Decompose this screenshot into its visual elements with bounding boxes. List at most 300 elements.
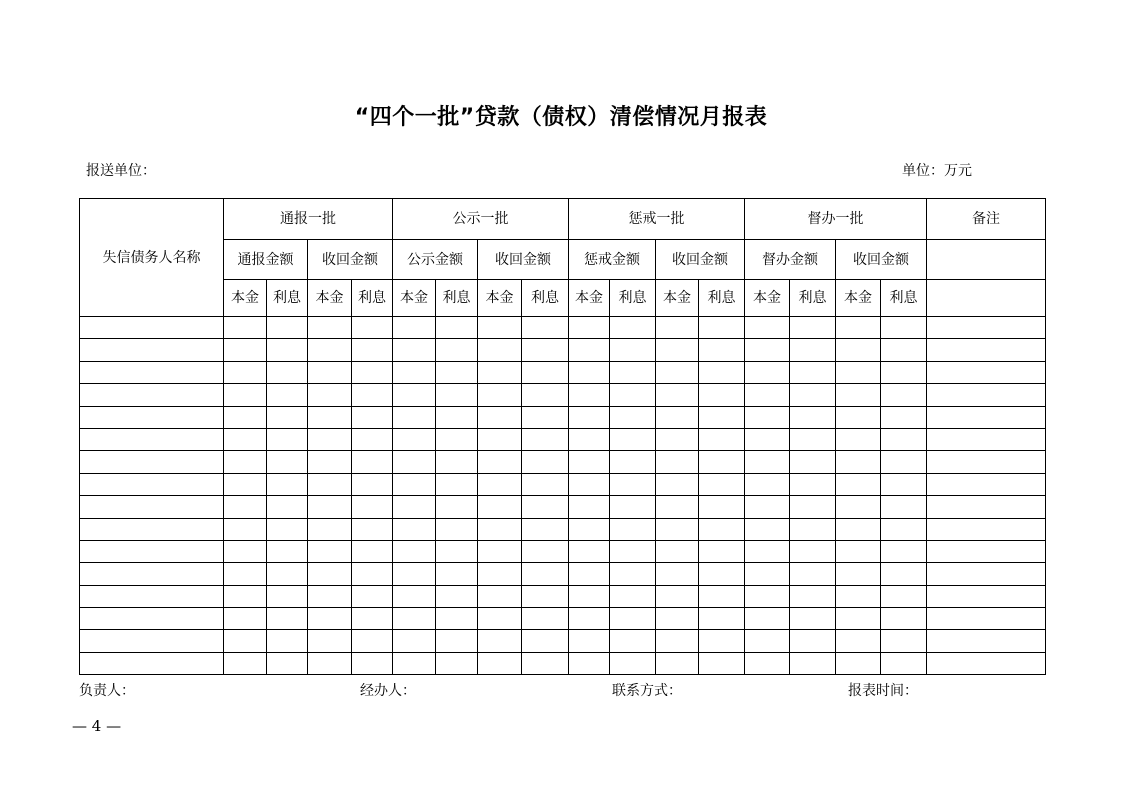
amount-cell[interactable] bbox=[745, 339, 790, 361]
amount-cell[interactable] bbox=[699, 608, 745, 630]
amount-cell[interactable] bbox=[224, 652, 267, 674]
responsible-label: 负责人： bbox=[79, 683, 135, 699]
amount-cell[interactable] bbox=[224, 496, 267, 518]
amount-cell[interactable] bbox=[478, 406, 522, 428]
amount-cell[interactable] bbox=[308, 563, 352, 585]
amount-cell[interactable] bbox=[352, 451, 393, 473]
amount-cell[interactable] bbox=[224, 473, 267, 495]
amount-cell[interactable] bbox=[478, 652, 522, 674]
amount-cell[interactable] bbox=[478, 317, 522, 339]
amount-cell[interactable] bbox=[836, 518, 881, 540]
leaf-interest: 利息 bbox=[610, 280, 656, 317]
amount-cell[interactable] bbox=[610, 473, 656, 495]
amount-cell[interactable] bbox=[745, 540, 790, 562]
amount-cell[interactable] bbox=[267, 563, 308, 585]
amount-cell[interactable] bbox=[610, 652, 656, 674]
amount-cell[interactable] bbox=[836, 630, 881, 652]
amount-cell[interactable] bbox=[308, 630, 352, 652]
remark-cell[interactable] bbox=[927, 608, 1046, 630]
amount-cell[interactable] bbox=[569, 473, 610, 495]
amount-cell[interactable] bbox=[478, 563, 522, 585]
amount-cell[interactable] bbox=[699, 406, 745, 428]
amount-cell[interactable] bbox=[569, 518, 610, 540]
amount-cell[interactable] bbox=[436, 608, 478, 630]
amount-cell[interactable] bbox=[267, 496, 308, 518]
amount-cell[interactable] bbox=[610, 563, 656, 585]
amount-cell[interactable] bbox=[436, 563, 478, 585]
amount-cell[interactable] bbox=[267, 451, 308, 473]
amount-cell[interactable] bbox=[836, 563, 881, 585]
amount-cell[interactable] bbox=[656, 406, 699, 428]
amount-cell[interactable] bbox=[352, 406, 393, 428]
amount-cell[interactable] bbox=[224, 361, 267, 383]
amount-cell[interactable] bbox=[224, 630, 267, 652]
amount-cell[interactable] bbox=[656, 339, 699, 361]
debtor-name-cell[interactable] bbox=[80, 406, 224, 428]
amount-cell[interactable] bbox=[522, 563, 569, 585]
remark-cell[interactable] bbox=[927, 473, 1046, 495]
amount-cell[interactable] bbox=[745, 608, 790, 630]
amount-cell[interactable] bbox=[569, 384, 610, 406]
amount-cell[interactable] bbox=[881, 428, 927, 450]
amount-cell[interactable] bbox=[745, 585, 790, 607]
amount-cell[interactable] bbox=[393, 406, 436, 428]
amount-cell[interactable] bbox=[267, 361, 308, 383]
amount-cell[interactable] bbox=[522, 451, 569, 473]
amount-cell[interactable] bbox=[522, 384, 569, 406]
amount-cell[interactable] bbox=[522, 540, 569, 562]
amount-cell[interactable] bbox=[656, 451, 699, 473]
table-row bbox=[80, 496, 1046, 518]
debtor-name-cell[interactable] bbox=[80, 317, 224, 339]
amount-cell[interactable] bbox=[745, 630, 790, 652]
amount-cell[interactable] bbox=[478, 361, 522, 383]
amount-cell[interactable] bbox=[745, 496, 790, 518]
amount-cell[interactable] bbox=[436, 317, 478, 339]
amount-cell[interactable] bbox=[610, 540, 656, 562]
amount-cell[interactable] bbox=[790, 652, 836, 674]
amount-cell[interactable] bbox=[308, 384, 352, 406]
amount-cell[interactable] bbox=[308, 317, 352, 339]
remark-cell[interactable] bbox=[927, 317, 1046, 339]
amount-cell[interactable] bbox=[699, 428, 745, 450]
remark-cell[interactable] bbox=[927, 652, 1046, 674]
amount-cell[interactable] bbox=[836, 585, 881, 607]
amount-cell[interactable] bbox=[790, 473, 836, 495]
amount-cell[interactable] bbox=[436, 361, 478, 383]
amount-cell[interactable] bbox=[308, 608, 352, 630]
amount-cell[interactable] bbox=[699, 451, 745, 473]
amount-cell[interactable] bbox=[393, 339, 436, 361]
amount-cell[interactable] bbox=[656, 361, 699, 383]
amount-cell[interactable] bbox=[699, 339, 745, 361]
amount-cell[interactable] bbox=[308, 339, 352, 361]
amount-cell[interactable] bbox=[836, 428, 881, 450]
debtor-name-cell[interactable] bbox=[80, 473, 224, 495]
amount-cell[interactable] bbox=[836, 339, 881, 361]
amount-cell[interactable] bbox=[267, 585, 308, 607]
amount-cell[interactable] bbox=[267, 652, 308, 674]
amount-cell[interactable] bbox=[699, 361, 745, 383]
amount-cell[interactable] bbox=[436, 652, 478, 674]
amount-cell[interactable] bbox=[656, 496, 699, 518]
amount-cell[interactable] bbox=[352, 540, 393, 562]
debtor-name-cell[interactable] bbox=[80, 518, 224, 540]
amount-cell[interactable] bbox=[393, 585, 436, 607]
amount-cell[interactable] bbox=[610, 406, 656, 428]
amount-cell[interactable] bbox=[881, 361, 927, 383]
amount-cell[interactable] bbox=[224, 406, 267, 428]
amount-cell[interactable] bbox=[352, 496, 393, 518]
remark-cell[interactable] bbox=[927, 361, 1046, 383]
amount-cell[interactable] bbox=[267, 339, 308, 361]
amount-cell[interactable] bbox=[393, 496, 436, 518]
amount-cell[interactable] bbox=[267, 540, 308, 562]
amount-cell[interactable] bbox=[308, 361, 352, 383]
amount-cell[interactable] bbox=[745, 563, 790, 585]
amount-cell[interactable] bbox=[393, 361, 436, 383]
amount-cell[interactable] bbox=[436, 339, 478, 361]
amount-cell[interactable] bbox=[699, 630, 745, 652]
amount-cell[interactable] bbox=[478, 451, 522, 473]
amount-cell[interactable] bbox=[436, 384, 478, 406]
amount-cell[interactable] bbox=[790, 361, 836, 383]
amount-cell[interactable] bbox=[656, 585, 699, 607]
amount-cell[interactable] bbox=[352, 563, 393, 585]
amount-cell[interactable] bbox=[610, 361, 656, 383]
amount-cell[interactable] bbox=[569, 451, 610, 473]
amount-cell[interactable] bbox=[881, 339, 927, 361]
group-header-punish: 惩戒一批 bbox=[569, 199, 745, 240]
amount-cell[interactable] bbox=[436, 473, 478, 495]
amount-cell[interactable] bbox=[478, 473, 522, 495]
amount-cell[interactable] bbox=[699, 473, 745, 495]
amount-cell[interactable] bbox=[790, 428, 836, 450]
amount-cell[interactable] bbox=[436, 630, 478, 652]
amount-cell[interactable] bbox=[569, 496, 610, 518]
amount-cell[interactable] bbox=[881, 630, 927, 652]
amount-cell[interactable] bbox=[699, 496, 745, 518]
amount-cell[interactable] bbox=[745, 451, 790, 473]
amount-cell[interactable] bbox=[610, 428, 656, 450]
amount-cell[interactable] bbox=[836, 361, 881, 383]
amount-cell[interactable] bbox=[522, 608, 569, 630]
amount-cell[interactable] bbox=[610, 384, 656, 406]
amount-cell[interactable] bbox=[881, 496, 927, 518]
amount-cell[interactable] bbox=[267, 406, 308, 428]
amount-cell[interactable] bbox=[224, 563, 267, 585]
amount-cell[interactable] bbox=[656, 384, 699, 406]
amount-cell[interactable] bbox=[478, 428, 522, 450]
remark-cell[interactable] bbox=[927, 518, 1046, 540]
amount-cell[interactable] bbox=[267, 608, 308, 630]
amount-cell[interactable] bbox=[569, 406, 610, 428]
amount-cell[interactable] bbox=[569, 608, 610, 630]
amount-cell[interactable] bbox=[436, 496, 478, 518]
amount-cell[interactable] bbox=[745, 317, 790, 339]
amount-cell[interactable] bbox=[699, 652, 745, 674]
amount-cell[interactable] bbox=[699, 317, 745, 339]
amount-cell[interactable] bbox=[352, 585, 393, 607]
amount-cell[interactable] bbox=[308, 428, 352, 450]
amount-cell[interactable] bbox=[308, 451, 352, 473]
amount-cell[interactable] bbox=[352, 384, 393, 406]
amount-cell[interactable] bbox=[352, 361, 393, 383]
amount-cell[interactable] bbox=[610, 630, 656, 652]
amount-cell[interactable] bbox=[699, 384, 745, 406]
amount-cell[interactable] bbox=[352, 652, 393, 674]
amount-cell[interactable] bbox=[610, 518, 656, 540]
debtor-name-cell[interactable] bbox=[80, 608, 224, 630]
amount-cell[interactable] bbox=[656, 428, 699, 450]
amount-cell[interactable] bbox=[790, 630, 836, 652]
amount-cell[interactable] bbox=[610, 339, 656, 361]
amount-cell[interactable] bbox=[699, 518, 745, 540]
amount-cell[interactable] bbox=[308, 496, 352, 518]
remark-cell[interactable] bbox=[927, 540, 1046, 562]
amount-cell[interactable] bbox=[436, 406, 478, 428]
amount-cell[interactable] bbox=[881, 652, 927, 674]
amount-cell[interactable] bbox=[881, 540, 927, 562]
amount-cell[interactable] bbox=[267, 428, 308, 450]
amount-cell[interactable] bbox=[522, 518, 569, 540]
amount-cell[interactable] bbox=[522, 428, 569, 450]
amount-cell[interactable] bbox=[436, 540, 478, 562]
amount-cell[interactable] bbox=[393, 630, 436, 652]
amount-cell[interactable] bbox=[790, 585, 836, 607]
amount-cell[interactable] bbox=[610, 496, 656, 518]
amount-cell[interactable] bbox=[393, 317, 436, 339]
amount-cell[interactable] bbox=[881, 608, 927, 630]
amount-cell[interactable] bbox=[352, 428, 393, 450]
amount-cell[interactable] bbox=[352, 317, 393, 339]
remark-cell[interactable] bbox=[927, 630, 1046, 652]
amount-cell[interactable] bbox=[478, 384, 522, 406]
amount-cell[interactable] bbox=[836, 608, 881, 630]
amount-cell[interactable] bbox=[881, 585, 927, 607]
amount-cell[interactable] bbox=[308, 518, 352, 540]
amount-cell[interactable] bbox=[393, 518, 436, 540]
amount-cell[interactable] bbox=[569, 652, 610, 674]
amount-cell[interactable] bbox=[393, 384, 436, 406]
amount-cell[interactable] bbox=[522, 496, 569, 518]
amount-cell[interactable] bbox=[656, 473, 699, 495]
amount-cell[interactable] bbox=[881, 563, 927, 585]
amount-cell[interactable] bbox=[699, 540, 745, 562]
subheader-publish-amount: 公示金额 bbox=[393, 240, 478, 280]
amount-cell[interactable] bbox=[393, 563, 436, 585]
amount-cell[interactable] bbox=[478, 496, 522, 518]
amount-cell[interactable] bbox=[790, 317, 836, 339]
amount-cell[interactable] bbox=[656, 563, 699, 585]
amount-cell[interactable] bbox=[522, 339, 569, 361]
amount-cell[interactable] bbox=[224, 608, 267, 630]
amount-cell[interactable] bbox=[393, 473, 436, 495]
amount-cell[interactable] bbox=[522, 652, 569, 674]
header-row-groups bbox=[80, 199, 1046, 240]
amount-cell[interactable] bbox=[745, 361, 790, 383]
amount-cell[interactable] bbox=[352, 339, 393, 361]
subheader-publish-recovered: 收回金额 bbox=[478, 240, 569, 280]
amount-cell[interactable] bbox=[478, 585, 522, 607]
amount-cell[interactable] bbox=[790, 518, 836, 540]
debtor-name-cell[interactable] bbox=[80, 563, 224, 585]
amount-cell[interactable] bbox=[881, 518, 927, 540]
amount-cell[interactable] bbox=[436, 518, 478, 540]
debtor-name-cell[interactable] bbox=[80, 384, 224, 406]
amount-cell[interactable] bbox=[699, 585, 745, 607]
amount-cell[interactable] bbox=[881, 451, 927, 473]
amount-cell[interactable] bbox=[478, 518, 522, 540]
amount-cell[interactable] bbox=[478, 339, 522, 361]
amount-cell[interactable] bbox=[569, 428, 610, 450]
amount-cell[interactable] bbox=[267, 384, 308, 406]
amount-cell[interactable] bbox=[308, 540, 352, 562]
amount-cell[interactable] bbox=[610, 608, 656, 630]
amount-cell[interactable] bbox=[352, 630, 393, 652]
amount-cell[interactable] bbox=[352, 518, 393, 540]
amount-cell[interactable] bbox=[308, 652, 352, 674]
remark-cell[interactable] bbox=[927, 339, 1046, 361]
amount-cell[interactable] bbox=[836, 384, 881, 406]
amount-cell[interactable] bbox=[478, 540, 522, 562]
amount-cell[interactable] bbox=[267, 518, 308, 540]
debtor-name-cell[interactable] bbox=[80, 630, 224, 652]
remark-cell[interactable] bbox=[927, 428, 1046, 450]
amount-cell[interactable] bbox=[656, 608, 699, 630]
table-row bbox=[80, 585, 1046, 607]
amount-cell[interactable] bbox=[610, 317, 656, 339]
amount-cell[interactable] bbox=[836, 317, 881, 339]
amount-cell[interactable] bbox=[352, 473, 393, 495]
debtor-name-cell[interactable] bbox=[80, 496, 224, 518]
amount-cell[interactable] bbox=[790, 384, 836, 406]
amount-cell[interactable] bbox=[836, 496, 881, 518]
amount-cell[interactable] bbox=[656, 630, 699, 652]
amount-cell[interactable] bbox=[745, 384, 790, 406]
page-title: “四个一批”贷款（债权）清偿情况月报表 bbox=[354, 105, 768, 130]
amount-cell[interactable] bbox=[267, 473, 308, 495]
amount-cell[interactable] bbox=[478, 630, 522, 652]
amount-cell[interactable] bbox=[745, 428, 790, 450]
amount-cell[interactable] bbox=[224, 317, 267, 339]
amount-cell[interactable] bbox=[522, 630, 569, 652]
amount-cell[interactable] bbox=[569, 317, 610, 339]
amount-cell[interactable] bbox=[224, 518, 267, 540]
amount-cell[interactable] bbox=[656, 317, 699, 339]
amount-cell[interactable] bbox=[393, 652, 436, 674]
amount-cell[interactable] bbox=[478, 608, 522, 630]
debtor-name-cell[interactable] bbox=[80, 339, 224, 361]
amount-cell[interactable] bbox=[224, 451, 267, 473]
amount-cell[interactable] bbox=[308, 585, 352, 607]
amount-cell[interactable] bbox=[436, 451, 478, 473]
amount-cell[interactable] bbox=[790, 496, 836, 518]
amount-cell[interactable] bbox=[436, 428, 478, 450]
debtor-name-cell[interactable] bbox=[80, 361, 224, 383]
remark-cell bbox=[927, 280, 1046, 317]
amount-cell[interactable] bbox=[745, 518, 790, 540]
amount-cell[interactable] bbox=[569, 361, 610, 383]
remark-cell[interactable] bbox=[927, 563, 1046, 585]
amount-cell[interactable] bbox=[656, 652, 699, 674]
amount-cell[interactable] bbox=[881, 406, 927, 428]
amount-cell[interactable] bbox=[745, 652, 790, 674]
amount-cell[interactable] bbox=[656, 518, 699, 540]
remark-cell[interactable] bbox=[927, 384, 1046, 406]
amount-cell[interactable] bbox=[790, 563, 836, 585]
remark-cell[interactable] bbox=[927, 406, 1046, 428]
debtor-name-cell[interactable] bbox=[80, 451, 224, 473]
amount-cell[interactable] bbox=[881, 317, 927, 339]
amount-cell[interactable] bbox=[745, 473, 790, 495]
amount-cell[interactable] bbox=[790, 406, 836, 428]
amount-cell[interactable] bbox=[522, 473, 569, 495]
amount-cell[interactable] bbox=[699, 563, 745, 585]
amount-cell[interactable] bbox=[881, 384, 927, 406]
amount-cell[interactable] bbox=[836, 652, 881, 674]
amount-cell[interactable] bbox=[881, 473, 927, 495]
amount-cell[interactable] bbox=[267, 630, 308, 652]
amount-cell[interactable] bbox=[224, 428, 267, 450]
amount-cell[interactable] bbox=[393, 428, 436, 450]
amount-cell[interactable] bbox=[790, 451, 836, 473]
amount-cell[interactable] bbox=[836, 540, 881, 562]
amount-cell[interactable] bbox=[522, 585, 569, 607]
amount-cell[interactable] bbox=[745, 406, 790, 428]
debtor-name-cell[interactable] bbox=[80, 585, 224, 607]
leaf-principal: 本金 bbox=[224, 280, 267, 317]
amount-cell[interactable] bbox=[522, 406, 569, 428]
amount-cell[interactable] bbox=[656, 540, 699, 562]
amount-cell[interactable] bbox=[308, 406, 352, 428]
amount-cell[interactable] bbox=[569, 563, 610, 585]
amount-cell[interactable] bbox=[224, 384, 267, 406]
amount-cell[interactable] bbox=[224, 585, 267, 607]
amount-cell[interactable] bbox=[836, 451, 881, 473]
amount-cell[interactable] bbox=[836, 406, 881, 428]
amount-cell[interactable] bbox=[569, 540, 610, 562]
amount-cell[interactable] bbox=[352, 608, 393, 630]
amount-cell[interactable] bbox=[610, 585, 656, 607]
amount-cell[interactable] bbox=[393, 451, 436, 473]
amount-cell[interactable] bbox=[393, 540, 436, 562]
amount-cell[interactable] bbox=[790, 608, 836, 630]
remark-cell[interactable] bbox=[927, 585, 1046, 607]
amount-cell[interactable] bbox=[569, 630, 610, 652]
amount-cell[interactable] bbox=[522, 361, 569, 383]
amount-cell[interactable] bbox=[610, 451, 656, 473]
debtor-name-cell[interactable] bbox=[80, 540, 224, 562]
amount-cell[interactable] bbox=[522, 317, 569, 339]
debtor-name-cell[interactable] bbox=[80, 652, 224, 674]
amount-cell[interactable] bbox=[393, 608, 436, 630]
amount-cell[interactable] bbox=[836, 473, 881, 495]
amount-cell[interactable] bbox=[569, 585, 610, 607]
amount-cell[interactable] bbox=[267, 317, 308, 339]
amount-cell[interactable] bbox=[308, 473, 352, 495]
amount-cell[interactable] bbox=[790, 540, 836, 562]
debtor-name-header: 失信债务人名称 bbox=[80, 199, 224, 317]
remark-cell[interactable] bbox=[927, 451, 1046, 473]
amount-cell[interactable] bbox=[569, 339, 610, 361]
remark-cell[interactable] bbox=[927, 496, 1046, 518]
debtor-name-cell[interactable] bbox=[80, 428, 224, 450]
amount-cell[interactable] bbox=[436, 585, 478, 607]
amount-cell[interactable] bbox=[224, 540, 267, 562]
amount-cell[interactable] bbox=[790, 339, 836, 361]
amount-cell[interactable] bbox=[224, 339, 267, 361]
